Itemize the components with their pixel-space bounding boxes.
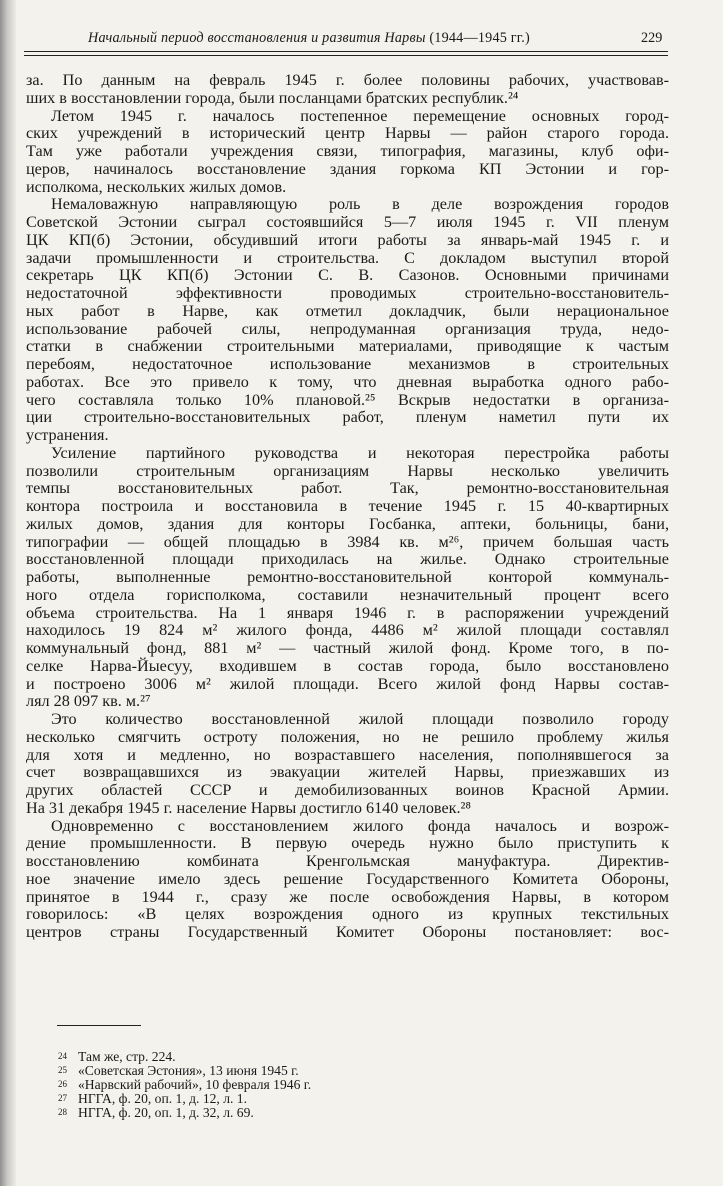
text-line: ного отдела горисполкома, составили незначительный процент всего bbox=[26, 585, 669, 604]
text-line: ции строительно-восстановительных работ, пленум наметил пути их bbox=[26, 408, 669, 427]
text-line: ЦК КП(б) Эстонии, обсудивший итоги работы за январь-май 1945 г. и bbox=[26, 230, 669, 249]
text-line: коммунальный фонд, 881 м² — частный жилой фонд. Кроме того, в по- bbox=[26, 639, 669, 657]
text-line: работах. Все это привело к тому, что дневная выработка одного рабо- bbox=[26, 372, 669, 391]
text-line: церов, начиналось восстановление здания горкома КП Эстонии и гор- bbox=[26, 159, 669, 178]
footnote-text: НГГА, ф. 20, оп. 1, д. 12, л. 1. bbox=[78, 1091, 248, 1106]
text-line: находилось 19 824 м² жилого фонда, 4486 м² жилой площади составлял bbox=[26, 621, 669, 640]
running-head bbox=[88, 30, 668, 47]
footnote bbox=[58, 1078, 438, 1092]
text-line: несколько смягчить остроту положения, но не решило проблему жилья bbox=[26, 727, 669, 746]
footnote bbox=[58, 1106, 438, 1120]
text-line: Немаловажную направляющую роль в деле возрождения городов bbox=[51, 195, 669, 214]
footnote-text: «Нарвский рабочий», 10 февраля 1946 г. bbox=[78, 1077, 312, 1092]
footnote-number: 28 bbox=[58, 1107, 67, 1117]
header-rule-top bbox=[24, 51, 668, 52]
text-line: типографии — общей площадью в 3984 кв. м²⁶, причем большая часть bbox=[26, 532, 669, 551]
text-line: селке Нарва-Йыесуу, входившем в состав города, было восстановлено bbox=[26, 656, 669, 675]
text-line: других областей СССР и демобилизованных воинов Красной Армии. bbox=[26, 781, 669, 799]
text-line: лял 28 097 кв. м.²⁷ bbox=[26, 692, 151, 711]
text-line: дение промышленности. В первую очередь нужно было приступить к bbox=[26, 834, 669, 853]
text-line: ских учреждений в исторический центр Нарвы — район старого города. bbox=[26, 124, 669, 143]
text-line: счет возвращавшихся из эвакуации жителей Нарвы, приезжавших из bbox=[26, 763, 669, 782]
footnote-number: 27 bbox=[58, 1093, 67, 1103]
footnotes bbox=[58, 1050, 438, 1120]
text-line: для хотя и медленно, но возраставшего населения, пополнявшегося за bbox=[26, 745, 669, 764]
text-line: чего составляла только 10% плановой.²⁵ Вскрыв недостатки в организа- bbox=[26, 390, 669, 409]
footnote-text: Там же, стр. 224. bbox=[78, 1049, 176, 1064]
text-line: секретарь ЦК КП(б) Эстонии С. В. Сазонов. Основными причинами bbox=[26, 266, 669, 285]
footnote-text: НГГА, ф. 20, оп. 1, д. 32, л. 69. bbox=[78, 1105, 254, 1120]
text-line: ных работ в Нарве, как отметил докладчик, были нерациональное bbox=[26, 301, 669, 320]
text-line: Одновременно с восстановлением жилого фонда началось и возрож- bbox=[51, 816, 669, 835]
footnote-number: 24 bbox=[58, 1051, 67, 1061]
text-line: устранения. bbox=[26, 426, 109, 444]
footnote bbox=[58, 1064, 438, 1078]
text-line: Советской Эстонии сыграл состоявшийся 5—7 июля 1945 г. VII пленум bbox=[26, 213, 669, 231]
text-line: восстановлению комбината Кренгольмская мануфактура. Директив- bbox=[26, 852, 669, 870]
footnote bbox=[58, 1050, 438, 1064]
running-head-years: (1944—1945 гг.) bbox=[429, 30, 530, 46]
text-line: темпы восстановительных работ. Так, ремонтно-восстановительная bbox=[26, 479, 669, 498]
text-line: ших в восстановлении города, были посланцами братских республик.²⁴ bbox=[26, 88, 519, 107]
text-line: контора построила и восстановила в течение 1945 г. 15 40-квартирных bbox=[26, 497, 669, 515]
text-line: Летом 1945 г. началось постепенное перемещение основных город- bbox=[51, 106, 669, 125]
page-number: 229 bbox=[641, 30, 663, 46]
text-line: за. По данным на февраль 1945 г. более половины рабочих, участвовав- bbox=[26, 71, 669, 89]
text-line: и построено 3006 м² жилой площади. Всего жилой фонд Нарвы состав- bbox=[26, 674, 669, 693]
text-line: принятое в 1944 г., сразу же после освобождения Нарвы, в котором bbox=[26, 887, 669, 906]
body-text bbox=[26, 72, 669, 942]
text-line: говорилось: «В целях возрождения одного из крупных текстильных bbox=[26, 905, 669, 924]
text-line: Там уже работали учреждения связи, типография, магазины, клуб офи- bbox=[26, 142, 669, 160]
text-line: позволили строительным организациям Нарвы несколько увеличить bbox=[26, 461, 669, 480]
header-rule-bottom bbox=[24, 55, 668, 56]
binding-shadow bbox=[0, 0, 16, 1186]
text-line: недостаточной эффективности проводимых строительно-восстановитель- bbox=[26, 284, 669, 302]
text-line: задачи промышленности и строительства. С докладом выступил второй bbox=[26, 248, 669, 267]
footnote-rule bbox=[57, 1025, 141, 1026]
text-line: Усиление партийного руководства и некоторая перестройка работы bbox=[51, 443, 669, 462]
text-line: перебоям, недостаточное использование механизмов в строительных bbox=[26, 355, 669, 373]
running-head-title: Начальный период восстановления и развития Нарвы bbox=[88, 30, 426, 46]
text-line: ное значение имело здесь решение Государственного Комитета Обороны, bbox=[26, 869, 669, 888]
footnote-text: «Советская Эстония», 13 июня 1945 г. bbox=[78, 1063, 299, 1078]
footnote bbox=[58, 1092, 438, 1106]
text-line: использование рабочей силы, непродуманная организация труда, недо- bbox=[26, 319, 669, 338]
footnote-number: 26 bbox=[58, 1079, 67, 1089]
text-line: центров страны Государственный Комитет Обороны постановляет: вос- bbox=[26, 923, 669, 941]
text-line: На 31 декабря 1945 г. население Нарвы достигло 6140 человек.²⁸ bbox=[26, 798, 472, 817]
text-line: жилых домов, здания для конторы Госбанка, аптеки, больницы, бани, bbox=[26, 514, 669, 533]
footnote-number: 25 bbox=[58, 1065, 67, 1075]
text-line: объема строительства. На 1 января 1946 г. в распоряжении учреждений bbox=[26, 603, 669, 622]
text-line: работы, выполненные ремонтно-восстановительной конторой коммуналь- bbox=[26, 568, 669, 586]
text-line: статки в снабжении строительными материалами, приводящие к частым bbox=[26, 337, 669, 356]
text-line: исполкома, нескольких жилых домов. bbox=[26, 177, 287, 196]
text-line: Это количество восстановленной жилой площади позволило городу bbox=[51, 710, 669, 728]
text-line: восстановленной площади приходилась на жилье. Однако строительные bbox=[26, 550, 669, 569]
